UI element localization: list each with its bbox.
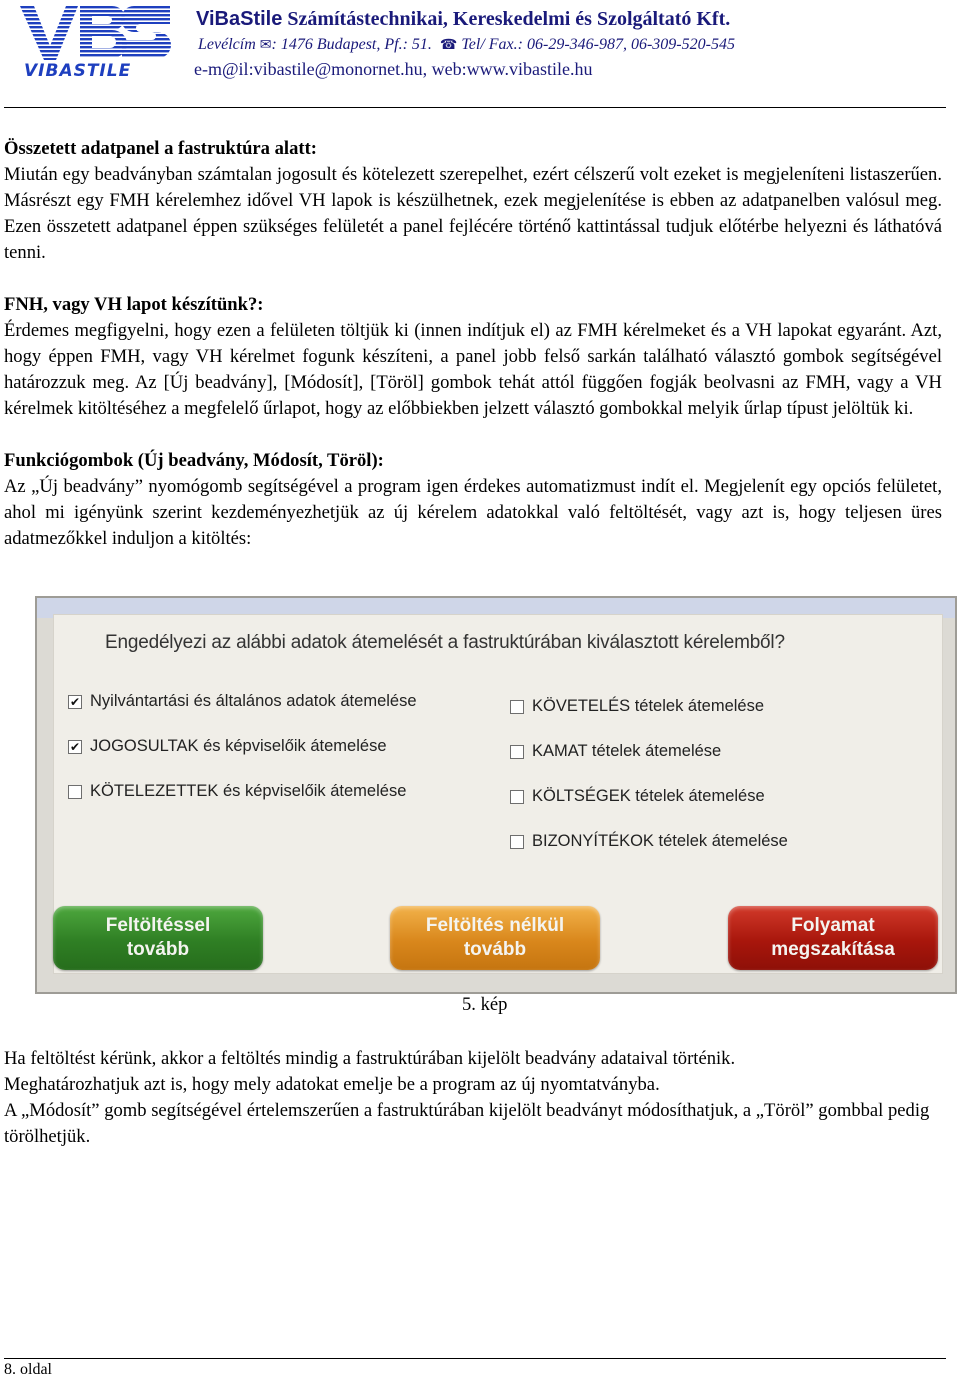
- body-text: [4, 136, 942, 552]
- checkbox-unchecked-icon[interactable]: [510, 700, 524, 714]
- svg-text:VIBASTILE: VIBASTILE: [24, 61, 132, 80]
- paragraph-select-data: Meghatározhatjuk azt is, hogy mely adatokat emelje be a program az új nyomtatványba.: [4, 1074, 660, 1095]
- phone-fax: Tel/ Fax.: 06-29-346-987, 06-309-520-545: [461, 36, 735, 53]
- option-koltsegek[interactable]: [510, 787, 765, 806]
- cancel-process-button[interactable]: Folyamat megszakítása: [728, 906, 938, 970]
- mail-address: : 1476 Budapest, Pf.: 51.: [271, 36, 432, 53]
- option-bizonyitekok[interactable]: [510, 832, 788, 851]
- option-kamat[interactable]: [510, 742, 721, 761]
- option-koveteles[interactable]: [510, 697, 764, 716]
- paragraph-fill: Ha feltöltést kérünk, akkor a feltöltés mindig a fastruktúrában kijelölt beadvány adataival történik.: [4, 1048, 736, 1069]
- mail-label: Levélcím: [198, 36, 256, 53]
- email-link[interactable]: vibastile@monornet.hu: [253, 59, 423, 79]
- email-prefix: e-m@il:: [194, 59, 254, 79]
- checkbox-unchecked-icon[interactable]: [68, 785, 82, 799]
- section-title-fnh-vh: FNH, vagy VH lapot készítünk?:: [4, 294, 264, 315]
- option-jogosultak[interactable]: [68, 737, 387, 756]
- page-number: 8. oldal: [4, 1361, 52, 1378]
- option-kotelezettek[interactable]: [68, 782, 406, 801]
- section-text-function-buttons: Az „Új beadvány” nyomógomb segítségével a program igen érdekes automatizmust indít el. Megjelenít egy opciós felületet, ahol mi igényünk szerint kezdeményezhetjük az új kérelem adatokkal való feltöltését, vagy azt is, hogy teljesen üres adatmezőkkel induljon a kitöltés:: [4, 476, 942, 549]
- option-general-data[interactable]: [68, 692, 417, 711]
- letterhead: [0, 0, 960, 110]
- footer-divider: [4, 1358, 946, 1359]
- phone-icon: ☎: [439, 38, 458, 53]
- option-label: Nyilvántartási és általános adatok átemelése: [90, 692, 417, 710]
- continue-without-fill-button[interactable]: Feltöltés nélkül tovább: [390, 906, 600, 970]
- web-prefix: , web:: [422, 59, 467, 79]
- contact-line: [198, 36, 735, 54]
- section-text-fnh-vh: Érdemes megfigyelni, hogy ezen a felületen töltjük ki (innen indítjuk el) az FMH kérelmeket és a VH lapokat egyaránt. Azt, hogy éppen FMH, vagy VH kérelmet fogunk készíteni, a panel jobb felső sarkán található választó gombok segítségével határozzuk meg. Az [Új beadvány], [Módosít], [Töröl] gombok tehát attól függően fogják beolvasni az FMH, vagy a VH kérelmek kitöltéséhez a megfelelő űrlapot, hogy az előbbiekben jelzett választó gombokkal melyik űrlap típust jelöltük ki.: [4, 320, 942, 419]
- figure-caption: 5. kép: [462, 994, 508, 1015]
- checkbox-unchecked-icon[interactable]: [510, 790, 524, 804]
- envelope-icon: ✉: [259, 38, 272, 53]
- option-label: BIZONYÍTÉKOK tételek átemelése: [532, 832, 788, 850]
- option-label: KÖTELEZETTEK és képviselőik átemelése: [90, 782, 407, 800]
- continue-with-fill-button[interactable]: Feltöltéssel tovább: [53, 906, 263, 970]
- web-link[interactable]: www.vibastile.hu: [466, 59, 593, 79]
- option-label: KÖVETELÉS tételek átemelése: [532, 697, 765, 715]
- section-title-function-buttons: Funkciógombok (Új beadvány, Módosít, Töröl):: [4, 450, 384, 471]
- checkbox-checked-icon[interactable]: ✔: [69, 694, 81, 709]
- checkbox-unchecked-icon[interactable]: [510, 835, 524, 849]
- company-brand: ViBaStile: [196, 8, 283, 30]
- company-name: [196, 8, 730, 31]
- vbs-logo-icon: [20, 2, 172, 80]
- company-name-rest: Számítástechnikai, Kereskedelmi és Szolgáltató Kft.: [282, 8, 731, 30]
- dialog-question: Engedélyezi az alábbi adatok átemelését a fastruktúrában kiválasztott kérelemből?: [105, 632, 785, 653]
- option-label: KÖLTSÉGEK tételek átemelése: [532, 787, 765, 805]
- section-text-composite-panel: Miután egy beadványban számtalan jogosult és kötelezett szerepelhet, ezért célszerű volt ezeket is megjeleníteni listaszerűen. Másrészt egy FMH kérelemhez idővel VH lapok is készülhetnek, ezek megjelenítése is ebben az adatpanelben valósul meg. Ezen összetett adatpanel éppen szükséges felületét a panel fejlécére történő kattintással tudjuk előtérbe helyezni és láthatóvá tenni.: [4, 164, 942, 263]
- header-divider: [4, 107, 946, 108]
- body-text-after: [4, 1046, 942, 1150]
- paragraph-modify-delete: A „Módosít” gomb segítségével értelemszerűen a fastruktúrában kijelölt beadványt módosíthatjuk, a „Töröl” gombbal pedig törölhetjük.: [4, 1100, 930, 1147]
- web-line: [194, 59, 592, 80]
- section-title-composite-panel: Összetett adatpanel a fastruktúra alatt:: [4, 138, 317, 159]
- checkbox-unchecked-icon[interactable]: [510, 745, 524, 759]
- option-label: KAMAT tételek átemelése: [532, 742, 722, 760]
- checkbox-checked-icon[interactable]: ✔: [69, 739, 81, 754]
- option-label: JOGOSULTAK és képviselőik átemelése: [90, 737, 387, 755]
